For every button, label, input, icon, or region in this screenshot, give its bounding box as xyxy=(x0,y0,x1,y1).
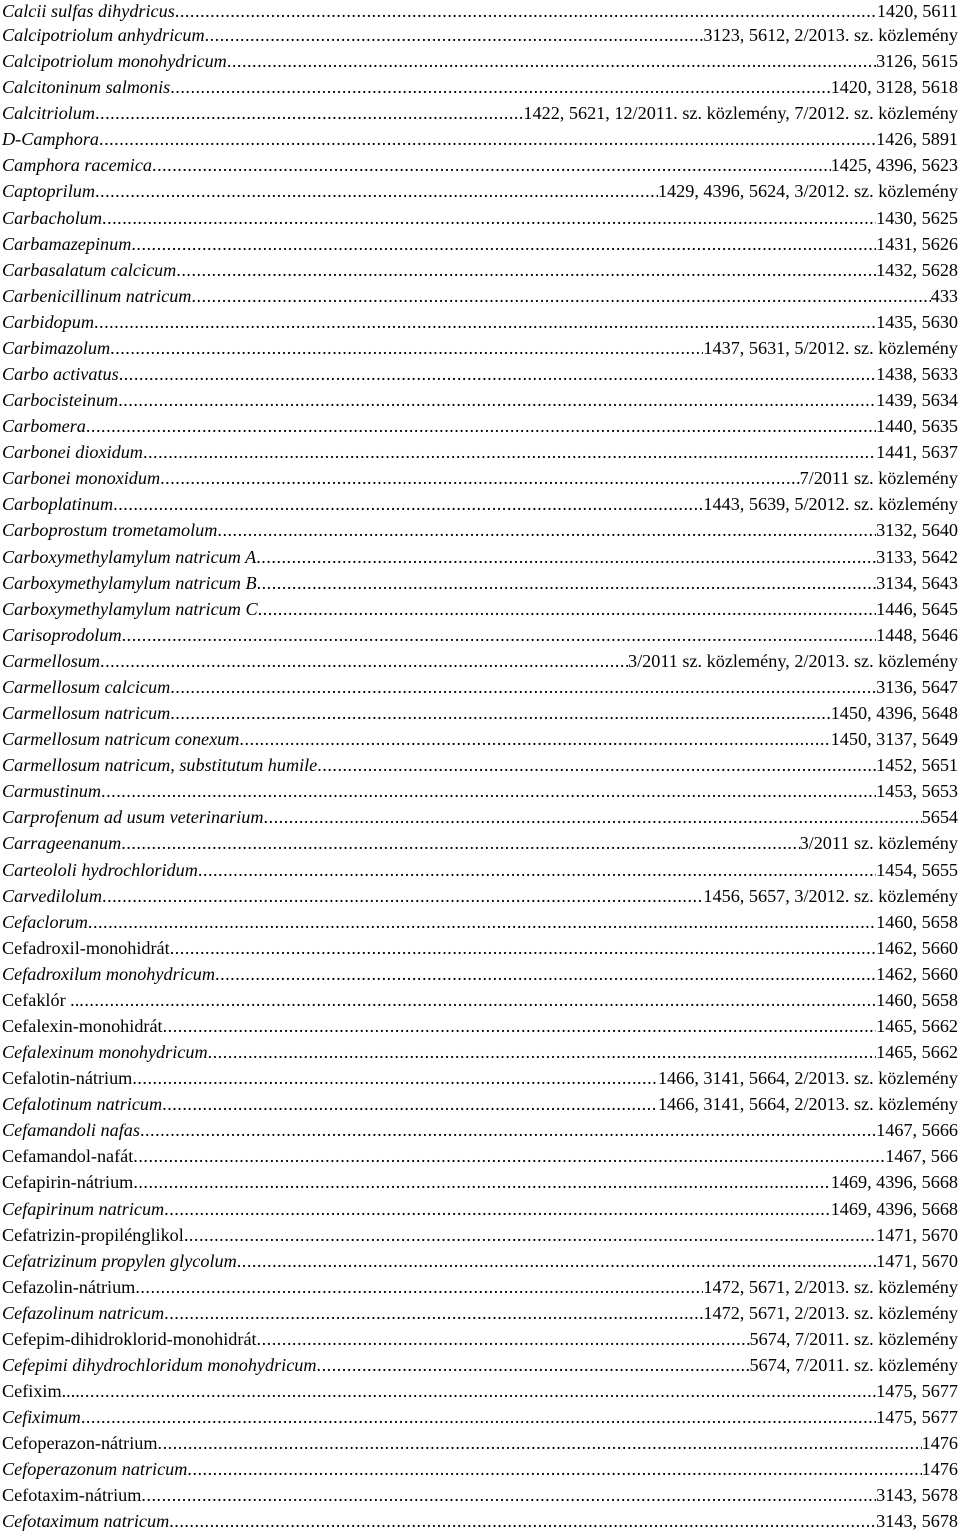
entry-page-reference: 1429, 4396, 5624, 3/2012. sz. közlemény xyxy=(657,181,958,202)
entry-name: Carbacholum xyxy=(2,207,103,228)
entry-page-reference: 1475, 5677 xyxy=(876,1381,958,1402)
entry-page-reference: 1438, 5633 xyxy=(876,364,958,385)
entry-name: Cefalexin-monohidrát xyxy=(2,1015,163,1036)
entry-page-reference: 1465, 5662 xyxy=(876,1015,958,1036)
dot-leader xyxy=(131,232,876,256)
entry-name: Carbocisteinum xyxy=(2,390,119,411)
entry-page-reference: 1454, 5655 xyxy=(876,859,958,880)
entry-page-reference: 1476 xyxy=(921,1459,958,1480)
dot-leader xyxy=(160,466,799,490)
entry-page-reference: 1476 xyxy=(921,1433,958,1454)
entry-name: Cefiximum xyxy=(2,1407,81,1428)
entry-page-reference: 1453, 5653 xyxy=(876,781,958,802)
entry-page-reference: 1472, 5671, 2/2013. sz. közlemény xyxy=(703,1276,958,1297)
entry-name: Carboprostum trometamolum xyxy=(2,520,218,541)
entry-name: Carbenicillinum natricum xyxy=(2,285,192,306)
entry-name: Carboxymethylamylum natricum A xyxy=(2,546,257,567)
index-entry xyxy=(2,1014,958,1040)
dot-leader xyxy=(152,153,831,177)
dot-leader xyxy=(227,49,876,73)
index-entry xyxy=(2,336,958,362)
index-entry xyxy=(2,1066,958,1092)
entry-name: Cefamandoli nafas xyxy=(2,1120,140,1141)
dot-leader xyxy=(257,571,877,595)
entry-name: Cefoperazonum natricum xyxy=(2,1459,188,1480)
entry-page-reference: 3123, 5612, 2/2013. sz. közlemény xyxy=(703,25,958,45)
index-entry xyxy=(2,962,958,988)
entry-page-reference: 1469, 4396, 5668 xyxy=(830,1172,958,1193)
dot-leader xyxy=(169,1509,876,1533)
entry-name: Carbasalatum calcicum xyxy=(2,259,177,280)
entry-name: Cefotaximum natricum xyxy=(2,1511,170,1532)
index-entry xyxy=(2,571,958,597)
entry-name: Carbimazolum xyxy=(2,337,111,358)
dot-leader xyxy=(94,310,876,334)
dot-leader xyxy=(164,1301,703,1325)
entry-name: Calcipotriolum monohydricum xyxy=(2,51,227,72)
index-entry xyxy=(2,414,958,440)
entry-page-reference: 1439, 5634 xyxy=(876,390,958,411)
dot-leader xyxy=(80,1379,876,1403)
dot-leader xyxy=(95,101,523,125)
index-entry xyxy=(2,1040,958,1066)
index-entry xyxy=(2,701,958,727)
entry-name: Cefotaxim-nátrium xyxy=(2,1485,142,1506)
index-entry xyxy=(2,1353,958,1379)
entry-page-reference: 1432, 5628 xyxy=(876,259,958,280)
entry-page-reference: 1437, 5631, 5/2012. sz. közlemény xyxy=(703,337,958,358)
index-entry xyxy=(2,1431,958,1457)
index-entry xyxy=(2,1483,958,1509)
entry-name: Carmustinum xyxy=(2,781,102,802)
dot-leader xyxy=(110,336,703,360)
entry-page-reference: 1430, 5625 xyxy=(876,207,958,228)
dot-leader xyxy=(88,910,876,934)
entry-name: Calcipotriolum anhydricum xyxy=(2,25,205,45)
index-entry xyxy=(2,1327,958,1353)
entry-name: Cefatrizinum propylen glycolum xyxy=(2,1250,237,1271)
index-entry xyxy=(2,49,958,75)
index-entry xyxy=(2,492,958,518)
index-entry xyxy=(2,884,958,910)
dot-leader xyxy=(170,936,876,960)
index-entry xyxy=(2,910,958,936)
entry-page-reference: 1441, 5637 xyxy=(876,442,958,463)
index-entry xyxy=(2,779,958,805)
entry-name: Cefazolin-nátrium xyxy=(2,1276,136,1297)
dot-leader xyxy=(113,492,703,516)
dot-leader xyxy=(187,1457,921,1481)
index-entry xyxy=(2,388,958,414)
entry-page-reference: 3/2011 sz. közlemény xyxy=(799,833,958,854)
entry-name: Cefatrizin-propilénglikol xyxy=(2,1224,184,1245)
entry-name: Cefoperazon-nátrium xyxy=(2,1433,158,1454)
dot-leader xyxy=(122,623,877,647)
entry-page-reference: 1425, 4396, 5623 xyxy=(830,155,958,176)
dot-leader xyxy=(256,545,876,569)
entry-name: Cefepim-dihidroklorid-monohidrát xyxy=(2,1328,257,1349)
entry-name: Carprofenum ad usum veterinarium xyxy=(2,807,264,828)
entry-name: Carbomera xyxy=(2,416,86,437)
entry-name: Cefixim.... xyxy=(2,1381,80,1402)
entry-page-reference: 1462, 5660 xyxy=(876,937,958,958)
entry-name: Carboplatinum xyxy=(2,494,114,515)
entry-name: Calcitriolum xyxy=(2,103,95,124)
entry-name: Carisoprodolum xyxy=(2,624,122,645)
index-entry xyxy=(2,623,958,649)
dot-leader xyxy=(184,1223,876,1247)
entry-page-reference: 1462, 5660 xyxy=(876,963,958,984)
entry-name: Camphora racemica xyxy=(2,155,153,176)
dot-leader xyxy=(175,0,877,22)
entry-page-reference: 5674, 7/2011. sz. közlemény xyxy=(749,1328,958,1349)
entry-page-reference: 1426, 5891 xyxy=(876,129,958,150)
entry-name: Cefapirin-nátrium xyxy=(2,1172,134,1193)
dot-leader xyxy=(258,597,877,621)
entry-page-reference: 1450, 4396, 5648 xyxy=(830,703,958,724)
index-entry xyxy=(2,258,958,284)
entry-page-reference: 1475, 5677 xyxy=(876,1407,958,1428)
entry-page-reference: 1469, 4396, 5668 xyxy=(830,1198,958,1219)
index-entry xyxy=(2,127,958,153)
entry-name: Carbo activatus xyxy=(2,364,119,385)
index-entry xyxy=(2,1457,958,1483)
entry-name: Carbidopum xyxy=(2,311,94,332)
entry-page-reference: 1466, 3141, 5664, 2/2013. sz. közlemény xyxy=(657,1068,958,1089)
entry-page-reference: 1465, 5662 xyxy=(876,1042,958,1063)
entry-name: Carvedilolum xyxy=(2,885,103,906)
entry-page-reference: 1456, 5657, 3/2012. sz. közlemény xyxy=(703,885,958,906)
entry-name: Carmellosum natricum, substitutum humile xyxy=(2,755,318,776)
entry-page-reference: 1452, 5651 xyxy=(876,755,958,776)
dot-leader xyxy=(215,962,876,986)
entry-name: Carmellosum calcicum xyxy=(2,676,171,697)
index-entry xyxy=(2,858,958,884)
dot-leader xyxy=(86,414,876,438)
entry-page-reference: 3143, 5678 xyxy=(876,1485,958,1506)
index-entry xyxy=(2,1170,958,1196)
entry-page-reference: 1467, 566 xyxy=(885,1146,958,1167)
dot-leader xyxy=(81,1405,876,1429)
entry-page-reference: 1440, 5635 xyxy=(876,416,958,437)
entry-name: Cefalotin-nátrium xyxy=(2,1068,133,1089)
dot-leader xyxy=(101,779,876,803)
dot-leader xyxy=(119,362,876,386)
entry-name: Carboxymethylamylum natricum C xyxy=(2,598,258,619)
index-entry xyxy=(2,232,958,258)
entry-page-reference: 3133, 5642 xyxy=(876,546,958,567)
index-entry xyxy=(2,727,958,753)
dot-leader xyxy=(140,1118,876,1142)
entry-page-reference: 1471, 5670 xyxy=(876,1224,958,1245)
entry-page-reference: 1422, 5621, 12/2011. sz. közlemény, 7/2012. sz. közlemény xyxy=(523,103,958,124)
index-entry xyxy=(2,1144,958,1170)
dot-leader xyxy=(257,1327,750,1351)
drug-index-list xyxy=(2,0,958,1536)
dot-leader xyxy=(102,206,876,230)
entry-page-reference: 1450, 3137, 5649 xyxy=(830,729,958,750)
entry-name: Cefepimi dihydrochloridum monohydricum xyxy=(2,1354,317,1375)
entry-name: Cefapirinum natricum xyxy=(2,1198,165,1219)
dot-leader xyxy=(317,1353,750,1377)
index-entry xyxy=(2,310,958,336)
entry-page-reference: 7/2011 sz. közlemény xyxy=(799,468,958,489)
dot-leader xyxy=(100,649,628,673)
entry-page-reference: 5654 xyxy=(921,807,958,828)
entry-page-reference: 1471, 5670 xyxy=(876,1250,958,1271)
index-entry xyxy=(2,805,958,831)
dot-leader xyxy=(237,1249,876,1273)
dot-leader xyxy=(102,884,703,908)
index-entry xyxy=(2,153,958,179)
dot-leader xyxy=(208,1040,877,1064)
index-entry xyxy=(2,284,958,310)
dot-leader xyxy=(121,831,799,855)
dot-leader xyxy=(317,753,876,777)
entry-page-reference: 3132, 5640 xyxy=(876,520,958,541)
dot-leader xyxy=(198,858,876,882)
entry-name: Cefadroxil-monohidrát xyxy=(2,937,170,958)
entry-name: Carbonei monoxidum xyxy=(2,468,161,489)
index-entry xyxy=(2,1197,958,1223)
entry-page-reference: 1435, 5630 xyxy=(876,311,958,332)
dot-leader xyxy=(132,1066,658,1090)
entry-name: Cefamandol-nafát xyxy=(2,1146,134,1167)
entry-page-reference: 1431, 5626 xyxy=(876,233,958,254)
entry-page-reference: 1466, 3141, 5664, 2/2013. sz. közlemény xyxy=(657,1094,958,1115)
entry-name: Carmellosum xyxy=(2,650,101,671)
index-entry xyxy=(2,753,958,779)
entry-name: Carbamazepinum xyxy=(2,233,132,254)
index-entry xyxy=(2,1301,958,1327)
entry-page-reference: 3134, 5643 xyxy=(876,572,958,593)
entry-page-reference: 1460, 5658 xyxy=(876,989,958,1010)
dot-leader xyxy=(164,1197,831,1221)
entry-name: Carmellosum natricum xyxy=(2,703,171,724)
entry-page-reference: 1448, 5646 xyxy=(876,624,958,645)
dot-leader xyxy=(143,440,876,464)
entry-name: Cefadroxilum monohydricum xyxy=(2,963,216,984)
index-entry xyxy=(2,0,958,23)
index-entry xyxy=(2,1405,958,1431)
entry-page-reference: 5674, 7/2011. sz. közlemény xyxy=(749,1354,958,1375)
entry-name: Carmellosum natricum conexum xyxy=(2,729,240,750)
entry-name: Cefalexinum monohydricum xyxy=(2,1042,208,1063)
index-entry xyxy=(2,675,958,701)
entry-name: Calcii sulfas dihydricus xyxy=(2,1,175,21)
dot-leader xyxy=(170,75,830,99)
dot-leader xyxy=(133,1144,885,1168)
entry-page-reference: 1467, 5666 xyxy=(876,1120,958,1141)
entry-page-reference: 3136, 5647 xyxy=(876,676,958,697)
dot-leader xyxy=(158,1431,922,1455)
index-entry xyxy=(2,545,958,571)
entry-name: Carboxymethylamylum natricum B xyxy=(2,572,257,593)
dot-leader xyxy=(135,1275,703,1299)
entry-name: Cefalotinum natricum xyxy=(2,1094,163,1115)
dot-leader xyxy=(95,179,658,203)
index-entry xyxy=(2,23,958,49)
entry-page-reference: 3/2011 sz. közlemény, 2/2013. sz. közlemény xyxy=(628,650,958,671)
index-entry xyxy=(2,1379,958,1405)
index-entry xyxy=(2,1249,958,1275)
entry-name: Carteololi hydrochloridum xyxy=(2,859,198,880)
entry-page-reference: 3143, 5678 xyxy=(876,1511,958,1532)
index-entry xyxy=(2,1118,958,1144)
dot-leader xyxy=(118,388,876,412)
entry-page-reference: 433 xyxy=(930,285,958,306)
dot-leader xyxy=(264,805,922,829)
entry-name: Carbonei dioxidum xyxy=(2,442,143,463)
dot-leader xyxy=(141,1483,876,1507)
entry-name: Cefazolinum natricum xyxy=(2,1302,165,1323)
dot-leader xyxy=(217,518,876,542)
index-entry xyxy=(2,988,958,1014)
index-entry xyxy=(2,440,958,466)
entry-name: Calcitoninum salmonis xyxy=(2,77,171,98)
index-entry xyxy=(2,831,958,857)
entry-page-reference: 1420, 5611 xyxy=(876,1,958,21)
index-entry xyxy=(2,179,958,205)
dot-leader xyxy=(170,701,830,725)
dot-leader xyxy=(176,258,876,282)
dot-leader xyxy=(79,988,876,1012)
index-entry xyxy=(2,936,958,962)
index-entry xyxy=(2,1509,958,1535)
dot-leader xyxy=(170,675,876,699)
index-entry xyxy=(2,1223,958,1249)
dot-leader xyxy=(162,1092,658,1116)
dot-leader xyxy=(205,23,704,47)
entry-page-reference: 3126, 5615 xyxy=(876,51,958,72)
entry-page-reference: 1460, 5658 xyxy=(876,911,958,932)
entry-name: Cefaclorum xyxy=(2,911,88,932)
dot-leader xyxy=(163,1014,877,1038)
index-entry xyxy=(2,75,958,101)
index-entry xyxy=(2,518,958,544)
index-entry xyxy=(2,1092,958,1118)
entry-name: Captoprilum xyxy=(2,181,95,202)
dot-leader xyxy=(99,127,876,151)
index-entry xyxy=(2,1275,958,1301)
index-entry xyxy=(2,649,958,675)
entry-page-reference: 1446, 5645 xyxy=(876,598,958,619)
entry-page-reference: 1443, 5639, 5/2012. sz. közlemény xyxy=(703,494,958,515)
dot-leader xyxy=(191,284,930,308)
entry-page-reference: 1472, 5671, 2/2013. sz. közlemény xyxy=(703,1302,958,1323)
entry-name: D-Camphora xyxy=(2,129,100,150)
index-entry xyxy=(2,206,958,232)
entry-page-reference: 1420, 3128, 5618 xyxy=(830,77,958,98)
index-entry xyxy=(2,597,958,623)
dot-leader xyxy=(133,1170,830,1194)
dot-leader xyxy=(239,727,830,751)
entry-name: Cefaklór .. xyxy=(2,989,80,1010)
entry-name: Carrageenanum xyxy=(2,833,122,854)
index-entry xyxy=(2,466,958,492)
index-entry xyxy=(2,101,958,127)
index-entry xyxy=(2,362,958,388)
